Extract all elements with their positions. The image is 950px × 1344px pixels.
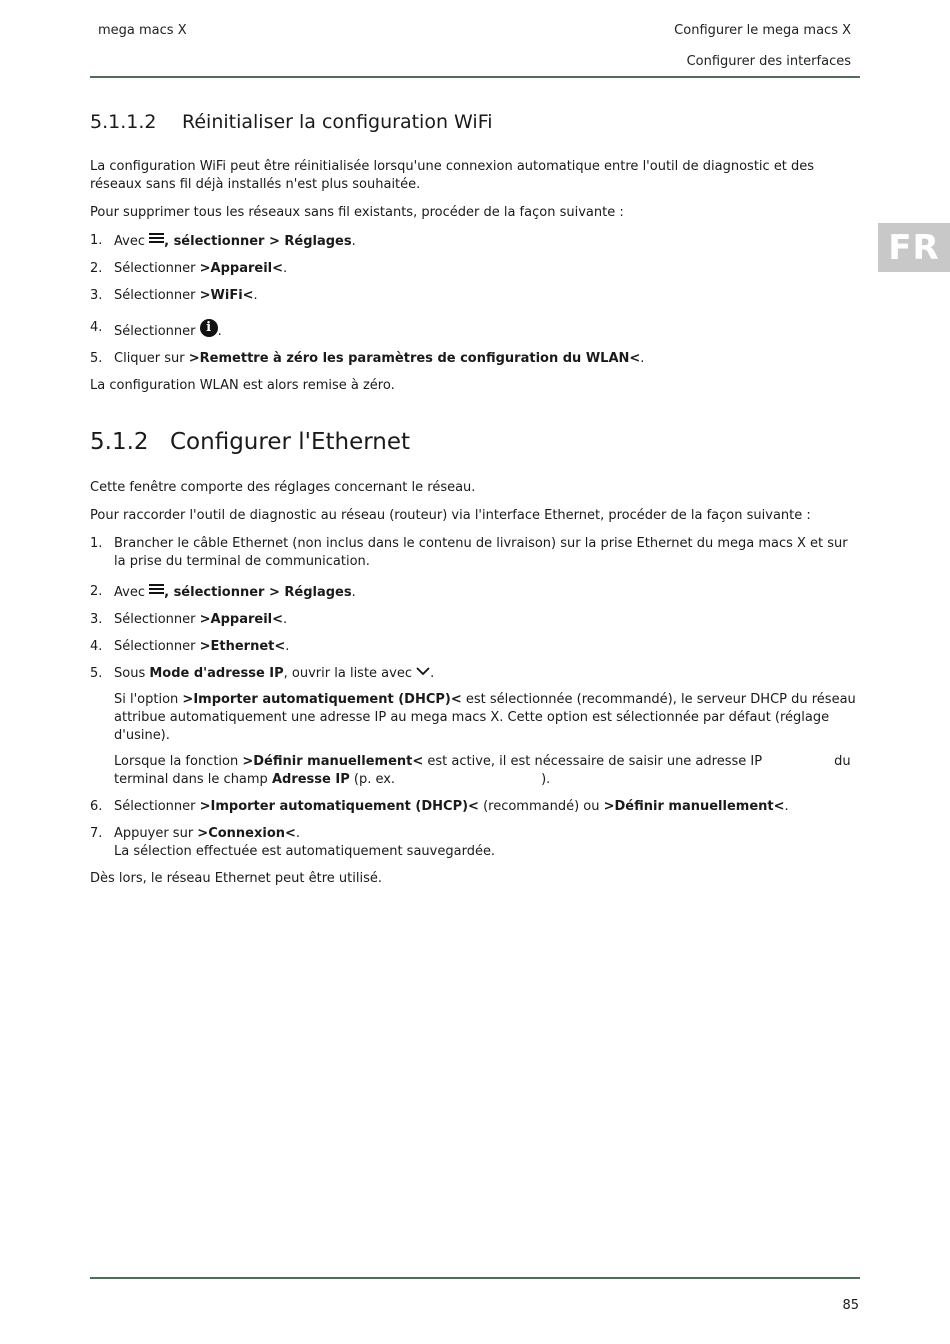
paragraph: Pour raccorder l'outil de diagnostic au réseau (routeur) via l'interface Ethernet, procéder de la façon suivante : (90, 508, 811, 523)
page-content (90, 108, 860, 898)
option-note: Si l'option >Importer automatiquement (DHCP)< est sélectionnée (recommandé), le serveur DHCP du réseau attribue automatiquement une adresse IP au mega macs X. Cette option est sélectionnée par défaut (réglage d'usine). (114, 692, 856, 743)
chevron-down-icon (416, 665, 430, 677)
paragraph: La configuration WLAN est alors remise à zéro. (90, 378, 395, 393)
list-item: 3. Sélectionner >WiFi<. (90, 288, 258, 303)
section-number: 5.1.1.2 (90, 111, 157, 133)
list-item: 3. Sélectionner >Appareil<. (90, 612, 288, 627)
paragraph: La configuration WiFi peut être réinitialisée lorsqu'une connexion automatique entre l'outil de diagnostic et des réseaux sans fil déjà installés n'est plus souhaitée. (90, 159, 815, 192)
section-heading-ethernet (90, 425, 860, 459)
paragraph: Dès lors, le réseau Ethernet peut être utilisé. (90, 871, 382, 886)
paragraph: Cette fenêtre comporte des réglages concernant le réseau. (90, 480, 476, 495)
section-title: Configurer l'Ethernet (170, 429, 411, 455)
wifi-steps (90, 232, 860, 368)
list-item: 4. Sélectionner i . (90, 320, 222, 339)
section-title: Réinitialiser la configuration WiFi (182, 111, 493, 133)
list-item: 1. Avec , sélectionner > Réglages. (90, 233, 356, 249)
option-note: Lorsque la fonction >Définir manuellement< est active, il est nécessaire de saisir une adresse IP du terminal dans le champ Adresse IP (p. ex. ). (114, 754, 851, 787)
menu-icon (149, 232, 164, 244)
list-item: 4. Sélectionner >Ethernet<. (90, 639, 290, 654)
list-item: 1. Brancher le câble Ethernet (non inclus dans le contenu de livraison) sur la prise Ethernet du mega macs X et sur la prise du terminal de communication. (90, 536, 848, 569)
header-chapter: Configurer le mega macs X (674, 23, 851, 38)
header-rule (90, 76, 860, 78)
language-tab: FR (878, 223, 950, 272)
list-item: 5. Cliquer sur >Remettre à zéro les paramètres de configuration du WLAN<. (90, 351, 645, 366)
header-section: Configurer des interfaces (686, 54, 851, 69)
list-item: 2. Sélectionner >Appareil<. (90, 261, 288, 276)
list-item: 5. Sous Mode d'adresse IP, ouvrir la liste avec . Si l'option >Importer automatiquement (DHCP)< est sélectionnée (recommandé), le serveur DHCP du réseau attribue automatiquement une adresse IP au mega macs X. Cette option est sélectionnée par défaut (réglage d'usine). Lorsque la fonction >Définir manuellement< est active, il est nécessaire de saisir une adresse IP du terminal dans le champ Adresse IP (p. ex. ). (90, 665, 860, 789)
footer-rule (90, 1277, 860, 1279)
page-number: 85 (842, 1298, 859, 1313)
paragraph: Pour supprimer tous les réseaux sans fil existants, procéder de la façon suivante : (90, 205, 624, 220)
info-icon: i (200, 319, 218, 337)
menu-icon (149, 583, 164, 595)
section-heading-wifi (90, 108, 860, 136)
list-item: 2. Avec , sélectionner > Réglages. (90, 584, 356, 600)
section-number: 5.1.2 (90, 429, 149, 455)
list-item: 7. Appuyer sur >Connexion<. La sélection effectuée est automatiquement sauvegardée. (90, 826, 496, 859)
ethernet-steps (90, 535, 860, 861)
list-item: 6. Sélectionner >Importer automatiquement (DHCP)< (recommandé) ou >Définir manuellement<. (90, 799, 789, 814)
header-left: mega macs X (98, 23, 187, 38)
